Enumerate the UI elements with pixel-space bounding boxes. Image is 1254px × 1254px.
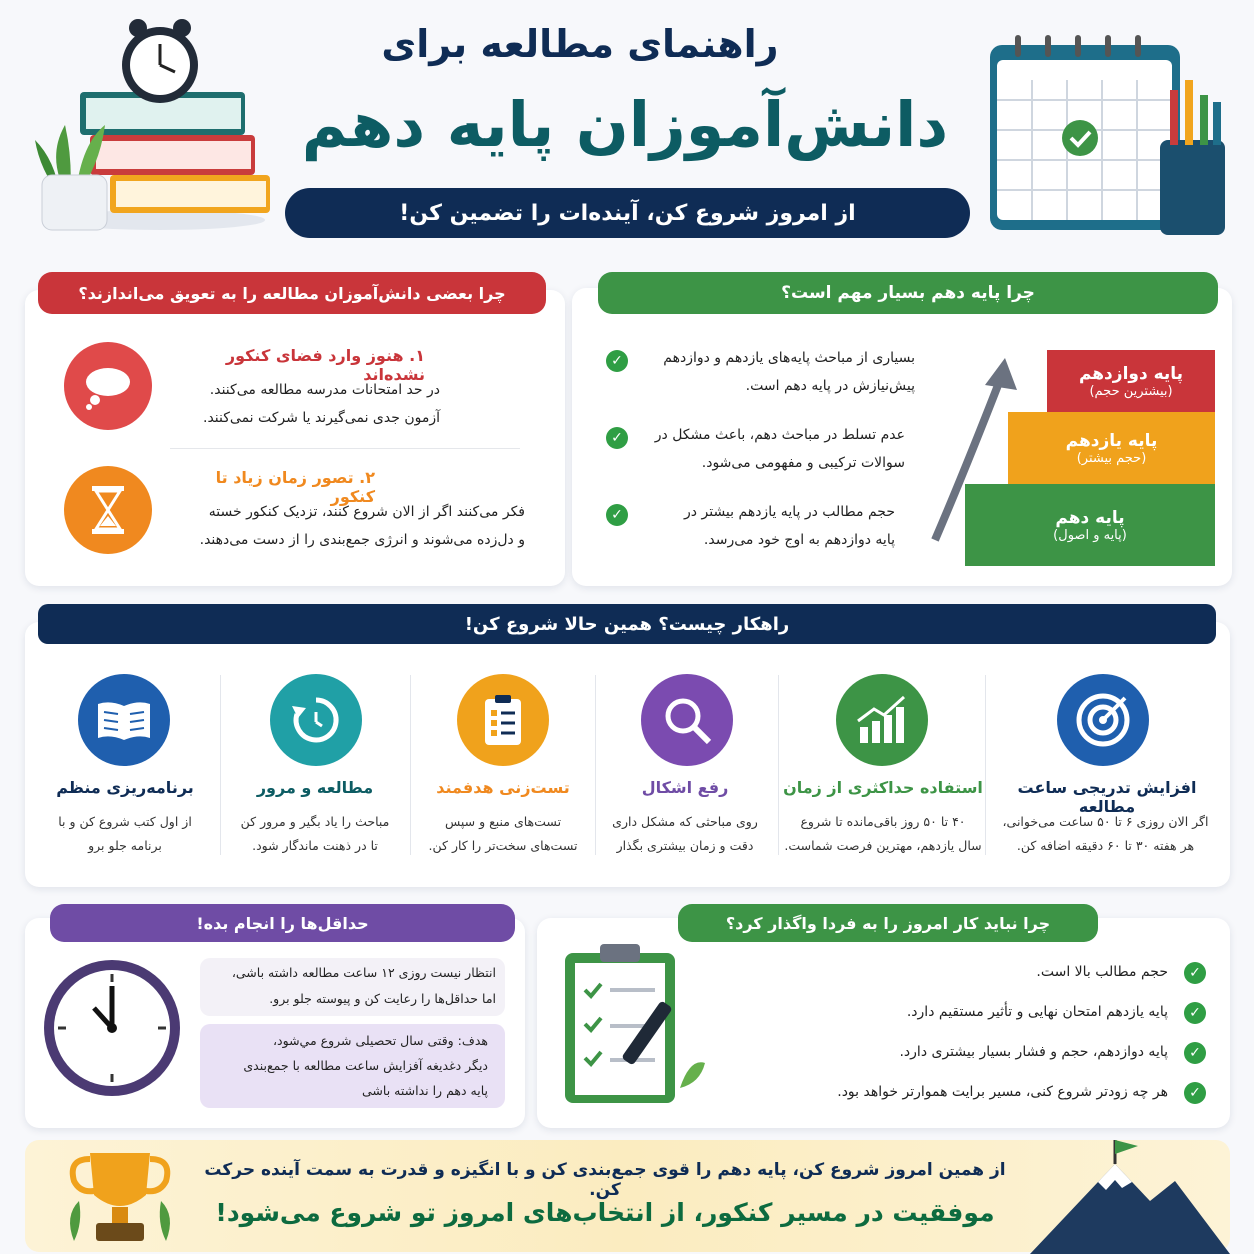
divider [170, 448, 520, 449]
why-delay-item-title: ۱. هنوز وارد فضای کنکور نشده‌اند [225, 346, 425, 384]
solution-title: راهکار چیست؟ همین حالا شروع کن! [38, 604, 1216, 644]
solution-item-text: مباحث را یاد بگیر و مرور کن تا در ذهنت ماندگار شود. [240, 814, 390, 853]
solution-item-title: تست‌زنی هدفمند [436, 778, 570, 797]
minimums-note-box [200, 958, 505, 1016]
minimums-goal-text: هدف: وقتی سال تحصیلی شروع مي‌شود، دیگر دغدیغه آفزایش ساعت مطالعه با جمع‌بندی پایه دهم را نداشته باشی [243, 1033, 488, 1098]
solution-item-text: روی مباحثی که مشکل داری دقت و زمان بیشتری بگذار [612, 814, 758, 853]
why-grade10-title: چرا پایه دهم بسیار مهم است؟ [598, 272, 1218, 314]
solution-item-text: تست‌های منبع و سپس تست‌های سخت‌تر را کار کن. [428, 814, 578, 853]
check-icon: ✓ [1184, 962, 1206, 984]
solution-item-text: اگر الان روزی ۶ تا ۵۰ ساعت می‌خوانی، هر هفته ۳۰ تا ۶۰ دقیقه اضافه کن. [1002, 814, 1209, 853]
solution-item-title: برنامه‌ریزی منظم [56, 778, 194, 797]
check-icon: ✓ [606, 350, 628, 372]
mountain-flag-icon [1030, 1136, 1230, 1254]
trophy-icon [60, 1145, 180, 1250]
solution-item-title: مطالعه و مرور [256, 778, 374, 797]
why-delay-title: چرا بعضی دانش‌آموزان مطالعه را به تعویق می‌اندازند؟ [38, 272, 546, 314]
why-delay-item-text: فکر می‌کنند اگر از الان شروع کنند، تزدیک کنکور خسته و دل‌زده می‌شوند و انرژی جمع‌بندی را از دست می‌دهند. [199, 504, 525, 548]
hourglass-icon [64, 466, 152, 554]
minimums-title: حداقل‌ها را انجام بده! [50, 904, 515, 942]
check-icon: ✓ [1184, 1042, 1206, 1064]
solution-item-title: رفع اشکال [641, 778, 729, 797]
target-icon [1057, 674, 1149, 766]
clipboard-pen-icon [555, 938, 720, 1113]
book-icon [78, 674, 170, 766]
magnifier-icon [641, 674, 733, 766]
review-cycle-icon [270, 674, 362, 766]
page-title-line1: راهنمای مطالعه برای [381, 22, 779, 66]
books-clock-illustration [30, 10, 270, 240]
check-icon: ✓ [1184, 1002, 1206, 1024]
point-text: بسیاری از مباحث پایه‌های یازدهم و دوازدهم پیش‌نیازش در پایه دهم است. [663, 350, 915, 394]
solution-item-title: استفاده حداکثری از زمان [783, 778, 983, 797]
point-text: عدم تسلط در مباحث دهم، باعث مشکل در سوالات ترکیبی و مفهومی می‌شود. [654, 427, 905, 471]
check-icon: ✓ [606, 427, 628, 449]
no-delay-point: پایه دوازدهم، حجم و فشار بسیار بیشتری دارد. [899, 1044, 1168, 1060]
no-delay-point: هر چه زودتر شروع کنی، مسیر برایت هموارتر خواهد بود. [837, 1084, 1168, 1100]
stair-grade12: پایه دوازدهم (بیشترین حجم) [1047, 350, 1215, 412]
wall-clock-icon [40, 956, 185, 1101]
no-delay-point: پایه یازدهم امتحان نهایی و تأثیر مستقیم دارد. [906, 1004, 1168, 1020]
no-delay-title: چرا نباید کار امروز را به فردا واگذار کرد؟ [678, 904, 1098, 942]
stair-grade11: پایه یازدهم (حجم بیشتر) [1008, 412, 1215, 484]
solution-item-text: از اول کتب شروع کن و با برنامه جلو برو [58, 814, 192, 853]
subtitle-banner: از امروز شروع کن، آینده‌ات را تضمین کن! [285, 188, 970, 238]
point-text: حجم مطالب در پایه یازدهم بیشتر در پایه دوازدهم به اوج خود می‌رسد. [684, 504, 895, 548]
calendar-illustration [975, 20, 1235, 245]
minimums-goal-box [200, 1024, 505, 1108]
divider [985, 675, 986, 855]
thought-cloud-icon [64, 342, 152, 430]
check-icon: ✓ [606, 504, 628, 526]
footer-line2: موفقیت در مسیر کنکور، از انتخاب‌های امروز تو شروع می‌شود! [215, 1198, 995, 1227]
page-title-line2: دانش‌آموزان پایه دهم [301, 88, 949, 161]
why-delay-item-text: در حد امتحانات مدرسه مطالعه می‌کنند. آزمون جدی نمی‌گیرند یا شرکت نمی‌کنند. [203, 382, 440, 426]
solution-item-title: افزایش تدریجی ساعت مطالعه [1017, 778, 1197, 816]
growth-chart-icon [836, 674, 928, 766]
check-icon: ✓ [1184, 1082, 1206, 1104]
footer-line1: از همین امروز شروع کن، پایه دهم را قوی جمع‌بندی کن و با انگیزه و قدرت به سمت آینده حرکت کن. [204, 1160, 1006, 1200]
minimums-note-text: انتظار نیست روزی ۱۲ ساعت مطالعه داشته باشی، اما حداقل‌ها را رعایت کن و پیوسته جلو برو. [231, 965, 496, 1006]
checklist-icon [457, 674, 549, 766]
no-delay-point: حجم مطالب بالا است. [1036, 964, 1168, 980]
stair-grade10: پایه دهم (پایه و اصول) [965, 484, 1215, 566]
why-delay-item-title: ۲. تصور زمان زیاد تا کنکور [215, 468, 375, 506]
solution-item-text: ۴۰ تا ۵۰ روز باقی‌مانده تا شروع سال یازدهم، مهترین فرصت شماست. [784, 814, 982, 853]
